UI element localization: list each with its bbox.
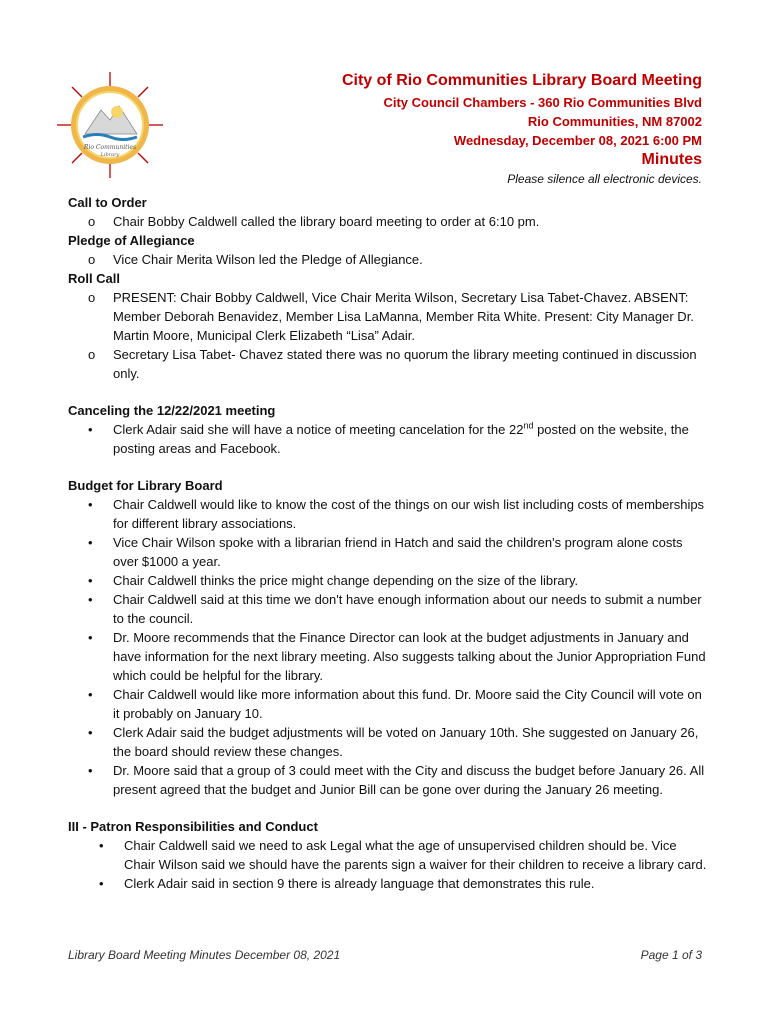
list-item: • Vice Chair Wilson spoke with a librarian friend in Hatch and said the children's program alone costs over $1000 a year. (88, 535, 683, 569)
list-item: • Dr. Moore said that a group of 3 could meet with the City and discuss the budget before January 26. All present agreed that the budget and Junior Bill can be gone over during the January 26 meeting. (88, 763, 705, 797)
list-item: • Chair Caldwell said we need to ask Legal what the age of unsupervised children should be. Vice Chair Wilson said we should have the parents sign a waiver for their children to receive a library card. (99, 838, 707, 872)
library-logo (55, 70, 165, 180)
section-title-call-to-order: Call to Order (68, 195, 147, 210)
list-item: • Dr. Moore recommends that the Finance Director can look at the budget adjustments in January and have information for the next library meeting. Also suggests talking about the Junior Appropriation Fund which could be helpful for the library. (88, 630, 706, 683)
meeting-title: City of Rio Communities Library Board Meeting (341, 72, 702, 89)
meeting-city: Rio Communities, NM 87002 (527, 114, 702, 129)
section-title-pledge: Pledge of Allegiance (68, 233, 195, 248)
minutes-heading: Minutes (641, 151, 702, 168)
minutes-body (68, 193, 708, 893)
list-item: o PRESENT: Chair Bobby Caldwell, Vice Chair Merita Wilson, Secretary Lisa Tabet-Chavez. ABSENT: Member Deborah Benavidez, Member Lisa LaManna, Member Rita White. Present: City Manager Dr. Martin Moore, Municipal Clerk Elizabeth “Lisa” Adair. (88, 290, 694, 343)
list-item: • Clerk Adair said she will have a notice of meeting cancelation for the 22nd posted on the website, the posting areas and Facebook. (88, 420, 689, 456)
page-number: Page 1 of 3 (640, 948, 702, 962)
section-title-patron: III - Patron Responsibilities and Conduct (68, 819, 318, 834)
section-title-budget: Budget for Library Board (68, 478, 223, 493)
logo-text-line1: Rio Communities (83, 144, 137, 151)
list-item: • Clerk Adair said the budget adjustments will be voted on January 10th. She suggested on January 26, the board should review these changes. (88, 725, 699, 759)
budget-list (68, 495, 708, 799)
section-title-roll-call: Roll Call (68, 271, 121, 286)
meeting-location: City Council Chambers - 360 Rio Communities Blvd (383, 95, 702, 110)
canceling-list (68, 420, 708, 458)
logo-text-line2: Library (100, 152, 120, 158)
section-title-canceling: Canceling the 12/22/2021 meeting (68, 403, 276, 418)
silence-notice: Please silence all electronic devices. (507, 172, 702, 186)
list-item: o Vice Chair Merita Wilson led the Pledge of Allegiance. (88, 252, 423, 267)
call-to-order-list (68, 212, 708, 231)
list-item: • Chair Caldwell said at this time we don't have enough information about our needs to submit a number to the council. (88, 592, 702, 626)
list-item: • Clerk Adair said in section 9 there is already language that demonstrates this rule. (99, 876, 595, 891)
patron-list (68, 836, 708, 893)
list-item: o Secretary Lisa Tabet- Chavez stated there was no quorum the library meeting continued in discussion only. (88, 347, 697, 381)
footer-title: Library Board Meeting Minutes December 08, 2021 (68, 948, 341, 962)
list-item: • Chair Caldwell would like to know the cost of the things on our wish list including costs of memberships for different library associations. (88, 497, 705, 531)
list-item: o Chair Bobby Caldwell called the library board meeting to order at 6:10 pm. (88, 214, 540, 229)
list-item: • Chair Caldwell would like more information about this fund. Dr. Moore said the City Council will vote on it probably on January 10. (88, 687, 702, 721)
pledge-list (68, 250, 708, 269)
list-item: • Chair Caldwell thinks the price might change depending on the size of the library. (88, 573, 579, 588)
meeting-datetime: Wednesday, December 08, 2021 6:00 PM (453, 133, 702, 148)
roll-call-list (68, 288, 708, 383)
